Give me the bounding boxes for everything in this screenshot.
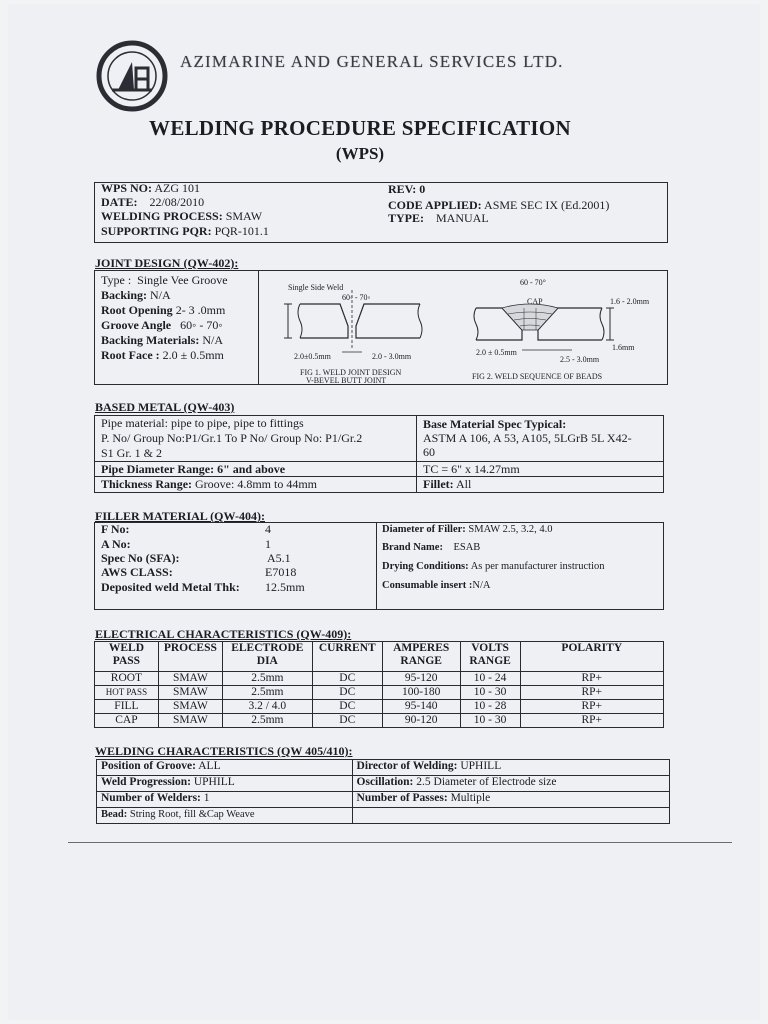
drying-conditions: Drying Conditions: As per manufacturer instruction [382,561,605,572]
cell-electrode-dia: 2.5mm [222,672,312,686]
base-metal-heading: BASED METAL (QW-403) [95,400,235,414]
filler-material-heading: FILLER MATERIAL (QW-404): [95,509,266,523]
company-logo [96,40,168,112]
fig2-side-dim: 1.6mm [612,343,635,352]
welding-characteristics-heading: WELDING CHARACTERISTICS (QW 405/410): [95,744,353,758]
welding-process: WELDING PROCESS: SMAW [101,209,263,223]
table-row [97,808,670,824]
cell-volts: 10 - 28 [460,700,520,714]
header-amperes-range: AMPERES RANGE [382,642,460,672]
fig2-reinforcement-dim: 1.6 - 2.0mm [610,297,650,306]
header-weld-pass: WELD PASS [95,642,159,672]
groove-angle: Groove Angle 60◦ - 70◦ [101,318,223,332]
backing-materials: Backing Materials: N/A [101,333,223,347]
cell-current: DC [312,714,382,728]
header-process: PROCESS [158,642,222,672]
aws-class: AWS CLASS: E7018 [101,565,297,579]
fig1-caption-line1: FIG 1. WELD JOINT DESIGN [300,368,402,377]
tc-value: TC = 6" x 14.27mm [423,462,520,476]
document-subtitle: (WPS) [335,144,385,163]
cell-electrode-dia: 2.5mm [222,686,312,700]
fillet: Fillet: All [423,477,472,491]
cell-electrode-dia: 2.5mm [222,714,312,728]
fig2-caption: FIG 2. WELD SEQUENCE OF BEADS [472,372,603,381]
fig1-angle-label: 60◦ - 70◦ [342,293,371,302]
base-metal-divider [416,415,417,493]
thickness-range: Thickness Range: Groove: 4.8mm to 44mm [101,477,318,491]
supporting-pqr: SUPPORTING PQR: PQR-101.1 [101,224,269,238]
header-current: CURRENT [312,642,382,672]
cell-process: SMAW [158,714,222,728]
base-spec-label: Base Material Spec Typical: [423,417,567,431]
base-spec-line2: 60 [423,445,435,459]
cell-process: SMAW [158,672,222,686]
number-of-passes: Number of Passes: Multiple [352,792,669,808]
cell-polarity: RP+ [520,686,663,700]
oscillation: Oscillation: 2.5 Diameter of Electrode size [352,776,669,792]
position-of-groove: Position of Groove: ALL [97,760,353,776]
fig2-gap-dim: 2.5 - 3.0mm [560,355,600,364]
brand-name: Brand Name: ESAB [382,542,481,553]
filler-diameter: Diameter of Filler: SMAW 2.5, 3.2, 4.0 [382,524,553,535]
fig2-angle-label: 60 - 70° [520,278,546,287]
code-applied: CODE APPLIED: ASME SEC IX (Ed.2001) [388,198,610,212]
cell-weld-pass: ROOT [95,672,159,686]
fig2-cap-label: CAP [527,297,543,306]
f-no: F No: 4 [101,522,271,536]
weld-progression: Weld Progression: UPHILL [97,776,353,792]
header-volts-range: VOLTS RANGE [460,642,520,672]
joint-type: Type : Single Vee Groove [101,273,228,287]
electrical-table [94,641,664,728]
consumable-insert: Consumable insert :N/A [382,580,491,591]
cell-amperes: 95-120 [382,672,460,686]
number-of-welders: Number of Welders: 1 [97,792,353,808]
joint-divider [258,270,259,385]
cell-polarity: RP+ [520,700,663,714]
bead: Bead: String Root, fill &Cap Weave [97,808,353,824]
header-polarity: POLARITY [520,642,663,672]
weld-bead-sequence-figure [462,284,622,356]
electrical-header-row [95,642,664,672]
fig1-root-gap-dim: 2.0 - 3.0mm [372,352,412,361]
cell-weld-pass: CAP [95,714,159,728]
cell-process: SMAW [158,700,222,714]
bottom-rule [68,842,732,843]
empty-cell [352,808,669,824]
revision: REV: 0 [388,182,426,196]
fig1-top-label: Single Side Weld [288,283,344,292]
fig1-caption-line2: V-BEVEL BUTT JOINT [306,376,387,385]
date: DATE: 22/08/2010 [101,195,205,209]
cell-amperes: 90-120 [382,714,460,728]
table-row [95,672,664,686]
table-row [97,760,670,776]
cell-current: DC [312,686,382,700]
joint-design-heading: JOINT DESIGN (QW-402): [95,256,239,270]
spec-no: Spec No (SFA): A5.1 [101,551,291,565]
cell-weld-pass: HOT PASS [95,686,159,700]
table-row [95,714,664,728]
a-no: A No: 1 [101,537,271,551]
cell-volts: 10 - 30 [460,686,520,700]
cell-electrode-dia: 3.2 / 4.0 [222,700,312,714]
welding-characteristics-table [96,759,670,824]
cell-volts: 10 - 24 [460,672,520,686]
electrical-heading: ELECTRICAL CHARACTERISTICS (QW-409): [95,627,352,641]
table-row [97,776,670,792]
pipe-diameter-range: Pipe Diameter Range: 6" and above [101,462,286,476]
root-face: Root Face : 2.0 ± 0.5mm [101,348,224,362]
wps-no: WPS NO: AZG 101 [101,181,201,195]
cell-amperes: 100-180 [382,686,460,700]
weld-type: TYPE: MANUAL [388,211,489,225]
cell-amperes: 95-140 [382,700,460,714]
direction-of-welding: Director of Welding: UPHILL [352,760,669,776]
company-name: AZIMARINE AND GENERAL SERVICES LTD. [180,52,564,71]
header-electrode-dia: ELECTRODE DIA [222,642,312,672]
cell-current: DC [312,672,382,686]
s-number: S1 Gr. 1 & 2 [101,446,163,460]
base-spec-line1: ASTM A 106, A 53, A105, 5LGrB 5L X42- [423,431,632,445]
root-opening: Root Opening 2- 3 .0mm [101,303,226,317]
cell-polarity: RP+ [520,714,663,728]
cell-polarity: RP+ [520,672,663,686]
cell-volts: 10 - 30 [460,714,520,728]
cell-current: DC [312,700,382,714]
document-title: WELDING PROCEDURE SPECIFICATION [149,116,571,140]
pipe-material: Pipe material: pipe to pipe, pipe to fittings [101,416,304,430]
fig1-root-face-dim: 2.0±0.5mm [294,352,331,361]
deposited-weld-metal: Deposited weld Metal Thk: 12.5mm [101,580,305,594]
table-row [95,700,664,714]
fig2-root-face-dim: 2.0 ± 0.5mm [476,348,517,357]
table-row [97,792,670,808]
p-number: P. No/ Group No:P1/Gr.1 To P No/ Group No: P1/Gr.2 [101,431,363,445]
cell-weld-pass: FILL [95,700,159,714]
joint-backing: Backing: N/A [101,288,171,302]
filler-divider [376,522,377,610]
table-row [95,686,664,700]
cell-process: SMAW [158,686,222,700]
